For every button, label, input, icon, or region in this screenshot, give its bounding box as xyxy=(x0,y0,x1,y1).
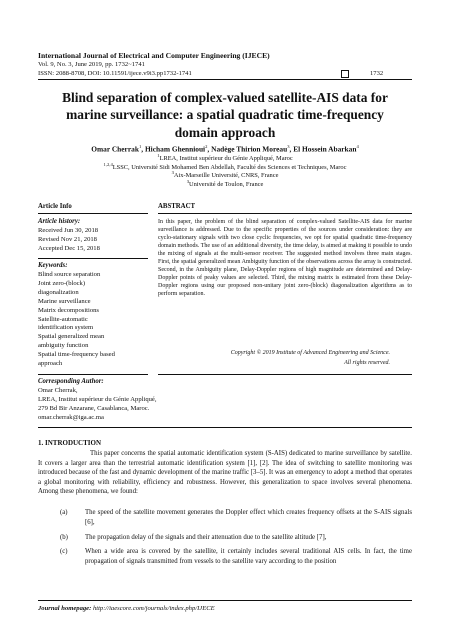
received-date: Received Jun 30, 2018 xyxy=(38,227,99,234)
list-item xyxy=(38,508,412,528)
front-matter-divider xyxy=(38,427,412,428)
institute-line: LREA, Institut supérieur du Génie Appliqué, xyxy=(38,395,157,403)
list-marker: (b) xyxy=(60,534,68,541)
article-info-heading: Article Info xyxy=(38,203,72,210)
affiliation-text: Université de Toulon, France xyxy=(188,180,264,188)
keyword: Matrix decompositions xyxy=(38,306,99,314)
keyword: approach xyxy=(38,360,63,368)
affiliation-text: Aix-Marseille Université, CNRS, France xyxy=(173,172,279,180)
author-name: Hicham Ghennioui xyxy=(144,144,206,154)
affiliation-sup: 1,2,4 xyxy=(103,161,113,167)
revised-date: Revised Nov 21, 2018 xyxy=(38,235,97,243)
volume-line: Vol. 9, No. 3, June 2019, pp. 1732~1741 xyxy=(38,61,145,68)
history-dates xyxy=(38,227,100,254)
affiliation-sup: 3 xyxy=(186,178,189,184)
copyright-notice xyxy=(158,349,390,369)
author-sup: 2 xyxy=(205,144,208,149)
list-marker: (c) xyxy=(60,548,68,555)
address-line: 279 Bd Bir Anzarane, Casablanca, Maroc. xyxy=(38,404,150,412)
keyword: Satellite-automatic xyxy=(38,315,88,323)
list-item xyxy=(38,547,412,567)
affiliation xyxy=(38,179,412,188)
keyword: diagonalization xyxy=(38,288,79,296)
email-line: omar.cherrak@iga.ac.ma xyxy=(38,413,104,421)
affiliation-sup: 1 xyxy=(157,153,160,158)
paper-title xyxy=(38,89,412,141)
author-name: Omar Cherrak xyxy=(91,144,139,154)
footer-divider xyxy=(38,600,412,601)
intro-paragraph: This paper concerns the spatial automatic identification system (S-AIS) dedicated to marine surveillance by satellite. It covers a larger area than the terrestrial automatic identification system [1], [2]. The idea of switching to satellite monitoring was introduced because of the fast and dynamic development of the marine traffic [3–5]. It was an emergency to adopt a method that operates a global monitoring with reliability, efficiency and robustness. However, this generalization to space involves several phenomena. Among these phenomena, we found: xyxy=(38,450,412,496)
square-icon xyxy=(341,70,349,78)
keyword: Marine surveillance xyxy=(38,297,91,305)
list-text: When a wide area is covered by the satellite, it certainly includes several traditional AIS cells. In fact, the time propagation of signals transmitted from vessels to the satellite vary according to the position xyxy=(85,548,412,565)
author-line: Omar Cherrak, xyxy=(38,387,78,394)
affiliation-text: LREA, Institut supérieur du Génie Appliqué, Maroc xyxy=(159,155,293,163)
abstract-bottom-divider xyxy=(158,374,412,375)
section-heading-introduction: 1. INTRODUCTION xyxy=(38,439,102,447)
history-divider xyxy=(38,258,148,259)
issn-doi-line: ISSN: 2088-8708, DOI: 10.11591/ijece.v9i3.pp1732-1741 xyxy=(38,70,192,77)
history-label: Article history: xyxy=(38,218,81,225)
list-marker: (a) xyxy=(60,509,68,516)
author-sup: 1 xyxy=(138,144,142,149)
homepage-url[interactable]: http://iaescore.com/journals/index.php/IJECE xyxy=(92,605,215,612)
author-sup: 3 xyxy=(287,144,290,149)
corresponding-details xyxy=(38,387,156,423)
title-line: Blind separation of complex-valued satellite-AIS data for xyxy=(62,90,388,105)
keyword: Spatial generalized mean xyxy=(38,333,105,341)
page-number: 1732 xyxy=(370,70,384,77)
author-name: Nadège Thirion Moreau xyxy=(211,144,288,154)
copyright-line: Copyright © 2019 Institute of Advanced Engineering and Science. xyxy=(230,350,390,356)
keyword: Joint zero-(block) xyxy=(38,279,86,287)
keyword: identification system xyxy=(38,324,94,332)
author-sup: 4 xyxy=(356,144,359,149)
accepted-date: Accepted Dec 15, 2018 xyxy=(38,244,100,252)
author-list: Omar Cherrak$^1$, Hicham Ghennioui$^2$, Nadège Thirion Moreau$^3$, El Hossein Abarkan$^4$ xyxy=(91,144,359,154)
abstract-divider xyxy=(158,213,412,214)
keywords-label: Keywords: xyxy=(38,262,68,269)
list-text: The propagation delay of the signals and their attenuation due to the satellite altitude [7], xyxy=(85,534,327,541)
title-line: domain approach xyxy=(174,124,276,140)
affiliation-text: LSSC, Université Sidi Mohamed Ben Abdellah, Faculté des Sciences et Techniques, Maroc xyxy=(112,163,347,171)
list-item xyxy=(38,533,412,543)
abstract-heading: ABSTRACT xyxy=(158,203,196,210)
keyword-list xyxy=(38,271,115,369)
corresponding-label: Corresponding Author: xyxy=(38,378,104,385)
journal-homepage xyxy=(38,605,215,612)
keyword: Spatial time-frequency based xyxy=(38,351,115,359)
affiliation-sup: 3 xyxy=(171,170,174,175)
journal-name: International Journal of Electrical and Computer Engineering (IJECE) xyxy=(38,51,270,60)
author-name: El Hossein Abarkan xyxy=(293,144,357,154)
rights-line: All rights reserved. xyxy=(344,359,390,366)
list-text: The speed of the satellite movement generates the Doppler effect which creates frequency offsets at the S-AIS signals [6], xyxy=(85,509,412,526)
homepage-label: Journal homepage: xyxy=(38,605,92,612)
title-line: marine surveillance: a spatial quadratic time-frequency xyxy=(66,107,384,123)
abstract-text: In this paper, the problem of the blind separation of complex-valued Satellite-AIS data for marine surveillance is addressed. Due to the specific properties of the sources under consideration: they are cyclo-stationary signals with two close cyclic frequencies, we opt for spatial quadratic time-frequency domain methods. The use of an additional diversity, the time delay, is aimed at making it possible to undo the mixing of signals at the multi-sensor receiver. The suggested method involves three main stages. First, the spatial generalized mean Ambiguity function of the observations across the array is constructed. Second, in the Ambiguity plane, Delay-Doppler regions of high magnitude are determined and Delay-Doppler points of peaky values are selected. Third, the mixing matrix is estimated from these Delay-Doppler regions using our proposed non-unitary joint zero-(block) diagonalization algorithms as to perform separation. xyxy=(158,219,412,297)
keyword: ambiguity function xyxy=(38,342,89,350)
header-divider xyxy=(38,79,412,80)
info-divider xyxy=(38,213,148,214)
keyword: Blind source separation xyxy=(38,271,101,278)
info-bottom-divider xyxy=(38,374,148,375)
